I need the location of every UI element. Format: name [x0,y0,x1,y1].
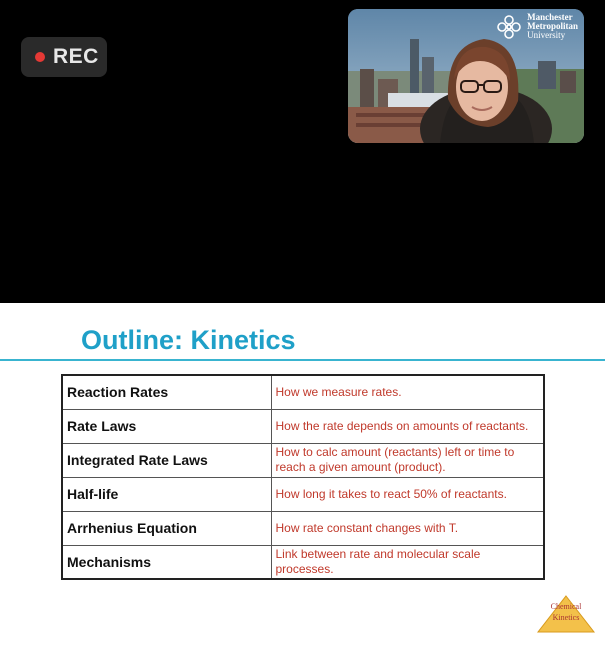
table-row [62,511,544,545]
row-topic: Rate Laws [62,409,271,443]
university-logo [495,13,578,41]
row-topic: Half-life [62,477,271,511]
logo-line-1: Manchester [527,12,573,22]
logo-line-2: Metropolitan [527,21,578,31]
table-row [62,545,544,579]
row-description: How we measure rates. [271,375,544,409]
row-description: Link between rate and molecular scale processes. [271,545,544,579]
webcam-video[interactable] [348,9,584,143]
record-dot-icon [35,52,45,62]
row-topic: Integrated Rate Laws [62,443,271,477]
badge-line-2: Kinetics [552,613,580,622]
recording-indicator [21,37,107,77]
table-row [62,409,544,443]
row-topic: Mechanisms [62,545,271,579]
chemical-kinetics-badge [536,594,596,634]
row-topic: Arrhenius Equation [62,511,271,545]
row-description: How rate constant changes with T. [271,511,544,545]
slide-title: Outline: Kinetics [81,325,296,355]
row-topic: Reaction Rates [62,375,271,409]
outline-table [61,374,545,580]
row-description: How long it takes to react 50% of reactants. [271,477,544,511]
row-description: How the rate depends on amounts of reactants. [271,409,544,443]
presentation-slide [0,303,605,646]
table-row [62,375,544,409]
logo-line-3: University [527,30,566,40]
university-crest-icon [495,13,523,41]
table-row [62,477,544,511]
title-divider [0,359,605,361]
row-description: How to calc amount (reactants) left or time to reach a given amount (product). [271,443,544,477]
recording-label: REC [53,45,99,68]
table-row [62,443,544,477]
badge-line-1: Chemical [550,602,582,611]
